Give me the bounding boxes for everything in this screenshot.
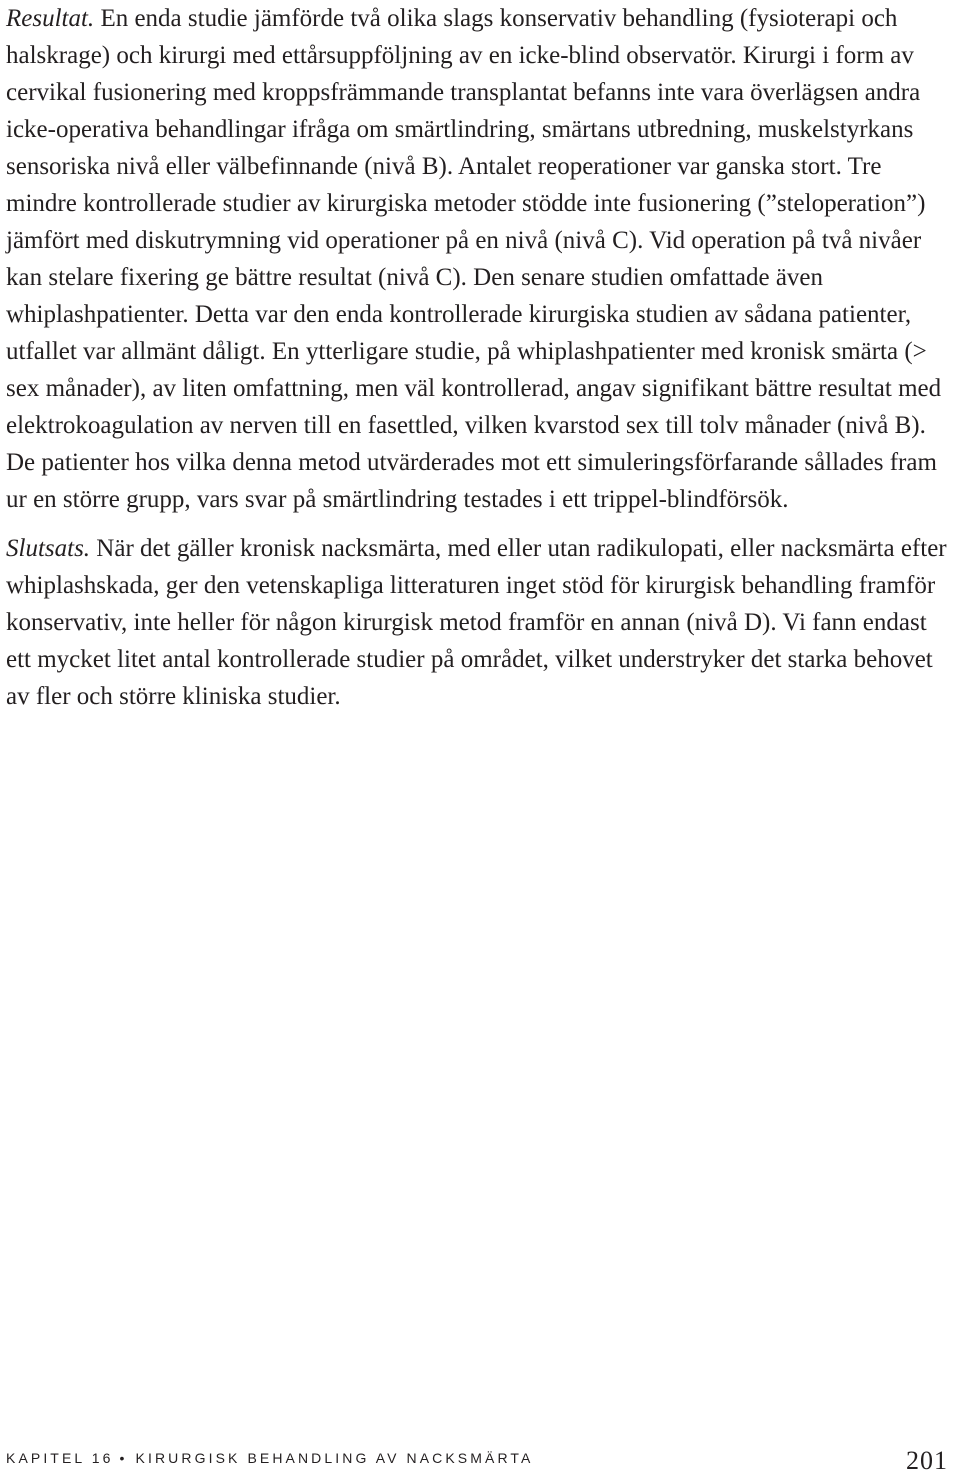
result-text: En enda studie jämförde två olika slags konservativ behandling (fysioterapi och halskrage) och kirurgi med ettårsuppföljning av en icke-blind observatör. Kirurgi i form av cervikal fusionering med kroppsfrämmande transplantat befanns inte vara överlägsen andra icke-operativa behandlingar ifråga om smärtlindring, smärtans utbredning, muskelstyrkans sensoriska nivå eller välbefinnande (nivå B). Antalet reoperationer var ganska stort. Tre mindre kontrollerade studier av kirurgiska metoder stödde inte fusionering (”steloperation”) jämfört med diskutrymning vid operationer på en nivå (nivå C). Vid operation på två nivåer kan stelare fixering ge bättre resultat (nivå C). Den senare studien omfattade även whiplashpatienter. Detta var den enda kontrollerade kirurgiska studien av sådana patienter, utfallet var allmänt dåligt. En ytterligare studie, på whiplashpatienter med kronisk smärta (> sex månader), av liten omfattning, men väl kontrollerad, angav signifikant bättre resultat med elektrokoagulation av nerven till en fasettled, vilken kvarstod sex till tolv månader (nivå B). De patienter hos vilka denna metod utvärderades mot ett simuleringsförfarande sållades fram ur en större grupp, vars svar på smärtlindring testades i ett trippel-blindförsök. — [6, 5, 942, 513]
result-heading: Resultat. — [6, 5, 95, 32]
chapter-label: KAPITEL 16 — [6, 1450, 114, 1466]
page-body — [6, 0, 956, 715]
running-head — [6, 1450, 533, 1466]
page-footer — [6, 1446, 948, 1476]
section-title: KIRURGISK BEHANDLING AV NACKSMÄRTA — [135, 1450, 534, 1466]
page-number: 201 — [906, 1446, 948, 1475]
conclusion-text: När det gäller kronisk nacksmärta, med eller utan radikulopati, eller nacksmärta efter whiplashskada, ger den vetenskapliga litteraturen inget stöd för kirurgisk behandling framför konservativ, inte heller för någon kirurgisk metod framför en annan (nivå D). Vi fann endast ett mycket litet antal kontrollerade studier på området, vilket understryker det starka behovet av fler och större kliniska studier. — [6, 535, 947, 710]
conclusion-heading: Slutsats. — [6, 535, 91, 562]
bullet-separator: • — [119, 1450, 128, 1466]
result-paragraph — [6, 0, 956, 518]
conclusion-paragraph — [6, 530, 956, 715]
